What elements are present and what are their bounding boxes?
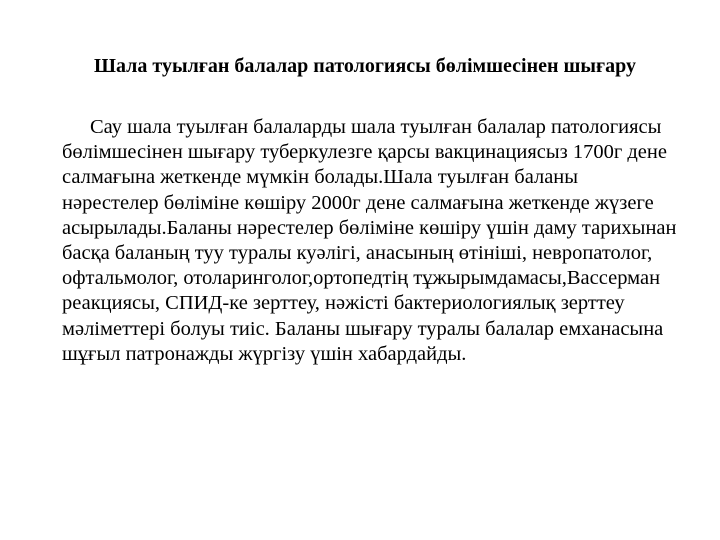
slide-body-text: Сау шала туылған балаларды шала туылған балалар патологиясы бөлімшесінен шығару туберкулезге қарсы вакцинациясыз 1700г дене салмағына жеткенде мүмкін болады.Шала туылған баланы нәрестелер бөліміне көшіру 2000г дене салмағына жеткенде жүзеге асырылады.Баланы нәрестелер бөліміне көшіру үшін даму тарихынан басқа баланың туу туралы куәлігі, анасының өтініші, невропатолог, офтальмолог, отоларинголог,ортопедтің тұжырымдамасы,Вассерман реакциясы, СПИД-ке зерттеу, нәжісті бактериологиялық зерттеу мәліметтері болуы тиіс. Баланы шығару туралы балалар емханасына шұғыл патронажды жүргізу үшін хабардайды.	[62, 116, 677, 365]
slide-title: Шала туылған балалар патологиясы бөлімшесінен шығару	[94, 55, 636, 77]
